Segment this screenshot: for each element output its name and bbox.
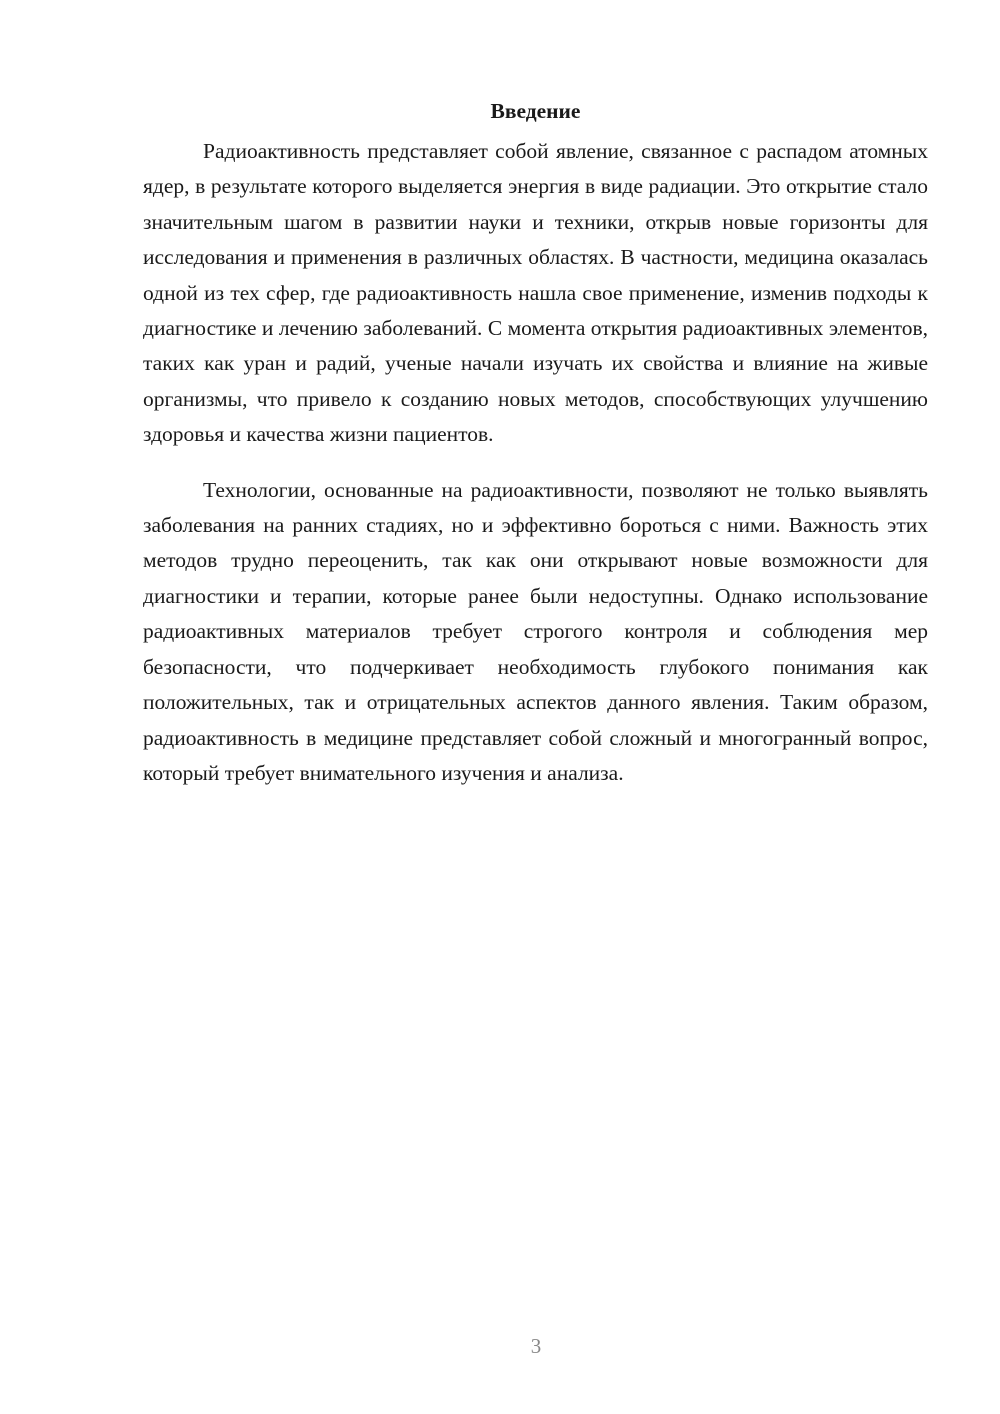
section-heading: Введение bbox=[490, 99, 581, 123]
paragraph-1: Радиоактивность представляет собой явление, связанное с распадом атомных ядер, в результате которого выделяется энергия в виде радиации. Это открытие стало значительным шагом в развитии науки и техники, открыв новые горизонты для исследования и применения в различных областях. В частности, медицина оказалась одной из тех сфер, где радиоактивность нашла свое применение, изменив подходы к диагностике и лечению заболеваний. С момента открытия радиоактивных элементов, таких как уран и радий, ученые начали изучать их свойства и влияние на живые организмы, что привело к созданию новых методов, способствующих улучшению здоровья и качества жизни пациентов. bbox=[143, 139, 928, 447]
page-content bbox=[143, 96, 928, 791]
paragraph-2: Технологии, основанные на радиоактивности, позволяют не только выявлять заболевания на ранних стадиях, но и эффективно бороться с ними. Важность этих методов трудно переоценить, так как они открывают новые возможности для диагностики и терапии, которые ранее были недоступны. Однако использование радиоактивных материалов требует строгого контроля и соблюдения мер безопасности, что подчеркивает необходимость глубокого понимания как положительных, так и отрицательных аспектов данного явления. Таким образом, радиоактивность в медицине представляет собой сложный и многогранный вопрос, который требует внимательного изучения и анализа. bbox=[143, 477, 928, 785]
page-number: 3 bbox=[530, 1334, 542, 1358]
